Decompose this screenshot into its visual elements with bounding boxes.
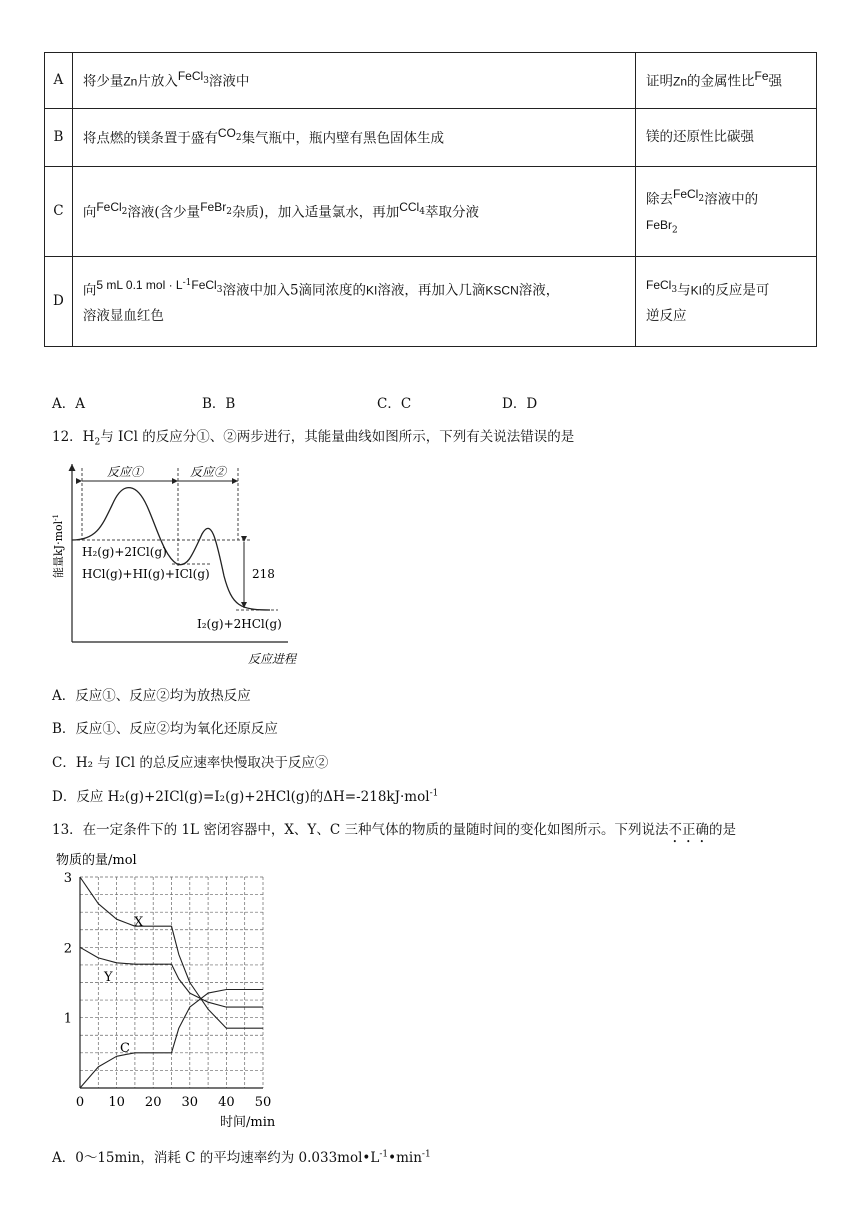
table-row xyxy=(45,257,817,347)
q12-option-a: A．反应①、反应②均为放热反应 xyxy=(52,688,251,704)
row-conclusion: $^{FeCl_3}$与KI的反应是可 逆反应 xyxy=(636,257,817,347)
level2-label: HCl(g)+HI(g)+ICl(g) xyxy=(82,567,210,581)
option-c: C．C xyxy=(377,396,412,412)
row-conclusion: 除去$^{FeCl_2}$溶液中的 FeBr$_2$ xyxy=(636,167,817,257)
x-tick-label: 50 xyxy=(254,1095,272,1110)
x-tick-label: 40 xyxy=(218,1095,235,1110)
y-tick-label: 1 xyxy=(63,1011,72,1027)
step2-label: 反应② xyxy=(190,465,227,479)
y-axis-label: 能量kJ·mol$^{-1}$ xyxy=(52,514,65,578)
q12-option-b: B．反应①、反应②均为氧化还原反应 xyxy=(52,721,278,737)
option-d: D．D xyxy=(502,396,538,412)
amount-time-chart xyxy=(50,846,300,1132)
energy-diagram xyxy=(52,456,302,668)
q13-option-a: A．0～15min，消耗 C 的平均速率约为 $0.033mol•L^{-1}•\min^{-1}$ xyxy=(52,1149,431,1166)
table-row xyxy=(45,167,817,257)
x-tick-label: 30 xyxy=(181,1095,199,1110)
row-conclusion: 镁的还原性比碳强 xyxy=(636,109,817,167)
row-label: B xyxy=(45,109,73,167)
table-row xyxy=(45,109,817,167)
row-operation: 将少量Zn片放入$^{FeCl_3}$溶液中 xyxy=(72,53,635,109)
series-label-y: Y xyxy=(104,970,113,985)
x-tick-label: 10 xyxy=(108,1095,125,1110)
x-tick-label: 20 xyxy=(144,1095,162,1110)
x-tick-label: 0 xyxy=(75,1095,85,1110)
row-label: D xyxy=(45,257,73,347)
row-label: C xyxy=(45,167,73,257)
q13-stem: 13．在一定条件下的 1L 密闭容器中，X、Y、C 三种气体的物质的量随时间的变化如图所示。下列说法不正确的是 xyxy=(52,822,736,838)
chart-xlabel: 时间/min xyxy=(220,1115,276,1130)
experiment-table xyxy=(44,52,817,347)
y-tick-label: 2 xyxy=(63,941,72,957)
row-conclusion: 证明Zn的金属性比$^{Fe}$强 xyxy=(636,53,817,109)
y-tick-label: 3 xyxy=(63,871,72,886)
row-label: A xyxy=(45,53,73,109)
chart-ylabel: 物质的量/mol xyxy=(56,853,137,868)
level1-label: H₂(g)+2ICl(g) xyxy=(82,545,167,559)
q12-stem: 12．$H_2$与 ICl 的反应分①、②两步进行，其能量曲线如图所示，下列有关说法错误的是 xyxy=(52,429,575,448)
level3-label: I₂(g)+2HCl(g) xyxy=(197,617,282,631)
option-b: B．B xyxy=(202,396,236,412)
table-row xyxy=(45,53,817,109)
q12-option-c: C．H₂ 与 ICl 的总反应速率快慢取决于反应② xyxy=(52,755,329,771)
option-a: A．A xyxy=(52,396,85,412)
row-operation: 向$^{5 mL 0.1 mol \cdot L^{-1}FeCl_3}$溶液中加入5滴同浓度的KI溶液，再加入几滴KSCN溶液， 溶液显血红色 xyxy=(72,257,635,347)
x-axis-label: 反应进程 xyxy=(248,652,297,666)
step1-label: 反应① xyxy=(107,465,144,479)
delta-label: 218 xyxy=(252,567,275,581)
row-operation: 将点燃的镁条置于盛有$^{CO_2}$集气瓶中，瓶内壁有黑色固体生成 xyxy=(72,109,635,167)
row-operation: 向$^{FeCl_2}$溶液(含少量$^{FeBr_2}$杂质)，加入适量氯水，再加$^{CCl_4}$萃取分液 xyxy=(72,167,635,257)
series-label-c: C xyxy=(120,1041,130,1056)
series-label-x: X xyxy=(134,915,144,930)
q12-option-d: D．反应 H₂(g)+2ICl(g)=I₂(g)+2HCl(g)的ΔH=-218kJ·mol$^{-1}$ xyxy=(52,788,439,805)
